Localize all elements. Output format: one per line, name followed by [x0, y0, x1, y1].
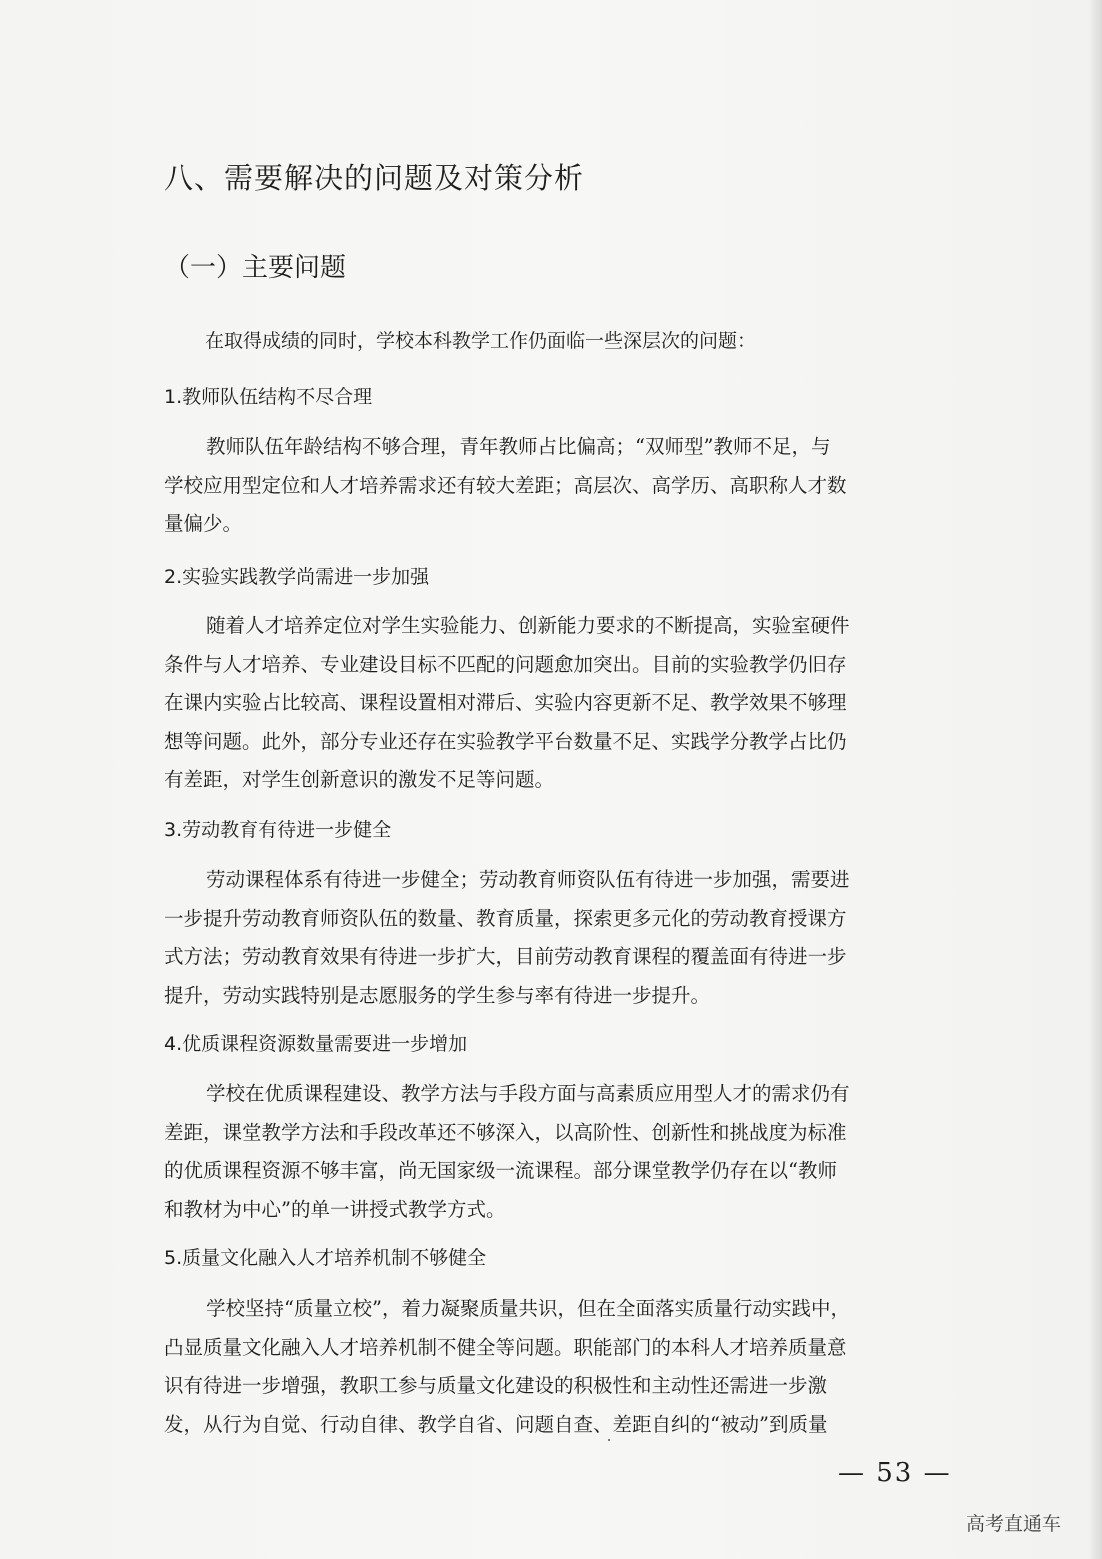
intro-paragraph: 在取得成绩的同时，学校本科教学工作仍面临一些深层次的问题： — [205, 330, 757, 352]
page-number: — 53 — — [838, 1458, 952, 1488]
subheading-2: 2.实验实践教学尚需进一步加强 — [164, 566, 430, 588]
subheading-1: 1.教师队伍结构不尽合理 — [164, 386, 373, 408]
paragraph-line: 教师队伍年龄结构不够合理，青年教师占比偏高；“双师型”教师不足，与 — [206, 435, 831, 458]
paragraph-line: 识有待进一步增强，教职工参与质量文化建设的积极性和主动性还需进一步激 — [164, 1374, 828, 1397]
paragraph-line: 量偏少。 — [164, 512, 243, 535]
paragraph-3 — [164, 861, 936, 1015]
paragraph-line: 差距，课堂教学方法和手段改革还不够深入，以高阶性、创新性和挑战度为标准 — [164, 1120, 847, 1144]
subheading-5: 5.质量文化融入人才培养机制不够健全 — [164, 1247, 487, 1269]
paragraph-1 — [164, 428, 936, 544]
chapter-title: 八、需要解决的问题及对策分析 — [164, 161, 585, 195]
page-edge-shadow — [1088, 0, 1102, 1559]
paragraph-5 — [164, 1290, 936, 1444]
paragraph-line: 想等问题。此外，部分专业还存在实验教学平台数量不足、实践学分教学占比仍 — [164, 729, 847, 753]
paragraph-line: 学校坚持“质量立校”，着力凝聚质量共识，但在全面落实质量行动实践中， — [206, 1297, 850, 1320]
paragraph-line: 条件与人才培养、专业建设目标不匹配的问题愈加突出。目前的实验教学仍旧存 — [164, 652, 847, 676]
paragraph-line: 学校应用型定位和人才培养需求还有较大差距；高层次、高学历、高职称人才数 — [164, 473, 847, 497]
paragraph-line: 提升，劳动实践特别是志愿服务的学生参与率有待进一步提升。 — [164, 983, 711, 1007]
paragraph-line: 一步提升劳动教育师资队伍的数量、教育质量，探索更多元化的劳动教育授课方 — [164, 906, 847, 930]
paragraph-line: 劳动课程体系有待进一步健全；劳动教育师资队伍有待进一步加强，需要进 — [206, 868, 850, 891]
section-title: （一）主要问题 — [164, 253, 347, 283]
paragraph-line: 有差距，对学生创新意识的激发不足等问题。 — [164, 768, 555, 791]
paragraph-line: 的优质课程资源不够丰富，尚无国家级一流课程。部分课堂教学仍存在以“教师 — [164, 1159, 837, 1182]
watermark-text: 高考直通车 — [966, 1513, 1062, 1535]
subheading-4: 4.优质课程资源数量需要进一步增加 — [164, 1033, 468, 1055]
paragraph-4 — [164, 1075, 936, 1229]
paragraph-line: 学校在优质课程建设、教学方法与手段方面与高素质应用型人才的需求仍有 — [206, 1082, 850, 1105]
paragraph-line: 和教材为中心”的单一讲授式教学方式。 — [164, 1197, 506, 1221]
paragraph-line: 随着人才培养定位对学生实验能力、创新能力要求的不断提高，实验室硬件 — [206, 614, 850, 637]
paragraph-line: 发，从行为自觉、行动自律、教学自省、问题自查、差距自纠的“被动”到质量 — [164, 1412, 828, 1436]
subheading-3: 3.劳动教育有待进一步健全 — [164, 819, 392, 841]
paragraph-line: 凸显质量文化融入人才培养机制不健全等问题。职能部门的本科人才培养质量意 — [164, 1335, 847, 1359]
paragraph-2 — [164, 607, 936, 800]
scan-speck — [608, 1439, 610, 1441]
paragraph-line: 在课内实验占比较高、课程设置相对滞后、实验内容更新不足、教学效果不够理 — [164, 691, 847, 714]
paragraph-line: 式方法；劳动教育效果有待进一步扩大，目前劳动教育课程的覆盖面有待进一步 — [164, 945, 847, 968]
